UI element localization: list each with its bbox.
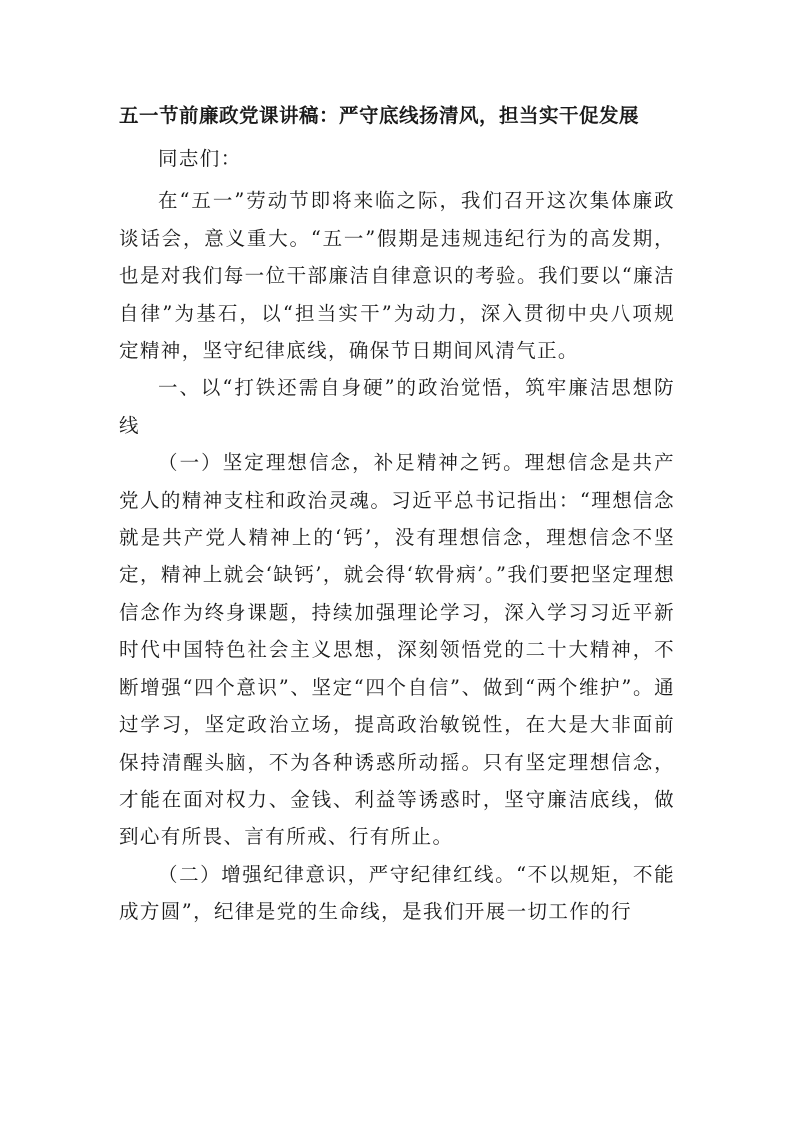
- paragraph-subsection-2: （二）增强纪律意识，严守纪律红线。“不以规矩，不能成方圆”，纪律是党的生命线，是我们开展一切工作的行: [119, 862, 675, 924]
- salutation: 同志们：: [158, 147, 242, 170]
- section-heading-1: 一、以“打铁还需自身硬”的政治觉悟，筑牢廉洁思想防线: [119, 376, 675, 437]
- paragraph-intro: 在“五一”劳动节即将来临之际，我们召开这次集体廉政谈话会，意义重大。“五一”假期是违规违纪行为的高发期，也是对我们每一位干部廉洁自律意识的考验。我们要以“廉洁自律”为基石，以“担当实干”为动力，深入贯彻中央八项规定精神，坚守纪律底线，确保节日期间风清气正。: [119, 189, 675, 363]
- paragraph-subsection-1: （一）坚定理想信念，补足精神之钙。理想信念是共产党人的精神支柱和政治灵魂。习近平总书记指出：“理想信念就是共产党人精神上的‘钙’，没有理想信念，理想信念不坚定，精神上就会‘缺钙’，就会得‘软骨病’。”我们要把坚定理想信念作为终身课题，持续加强理论学习，深入学习习近平新时代中国特色社会主义思想，深刻领悟党的二十大精神，不断增强“四个意识”、坚定“四个自信”、做到“两个维护”。通过学习，坚定政治立场，提高政治敏锐性，在大是大非面前保持清醒头脑，不为各种诱惑所动摇。只有坚定理想信念，才能在面对权力、金钱、利益等诱惑时，坚守廉洁底线，做到心有所畏、言有所戒、行有所止。: [119, 451, 675, 849]
- document-title: 五一节前廉政党课讲稿：严守底线扬清风，担当实干促发展: [119, 104, 640, 127]
- document-body: [119, 100, 675, 931]
